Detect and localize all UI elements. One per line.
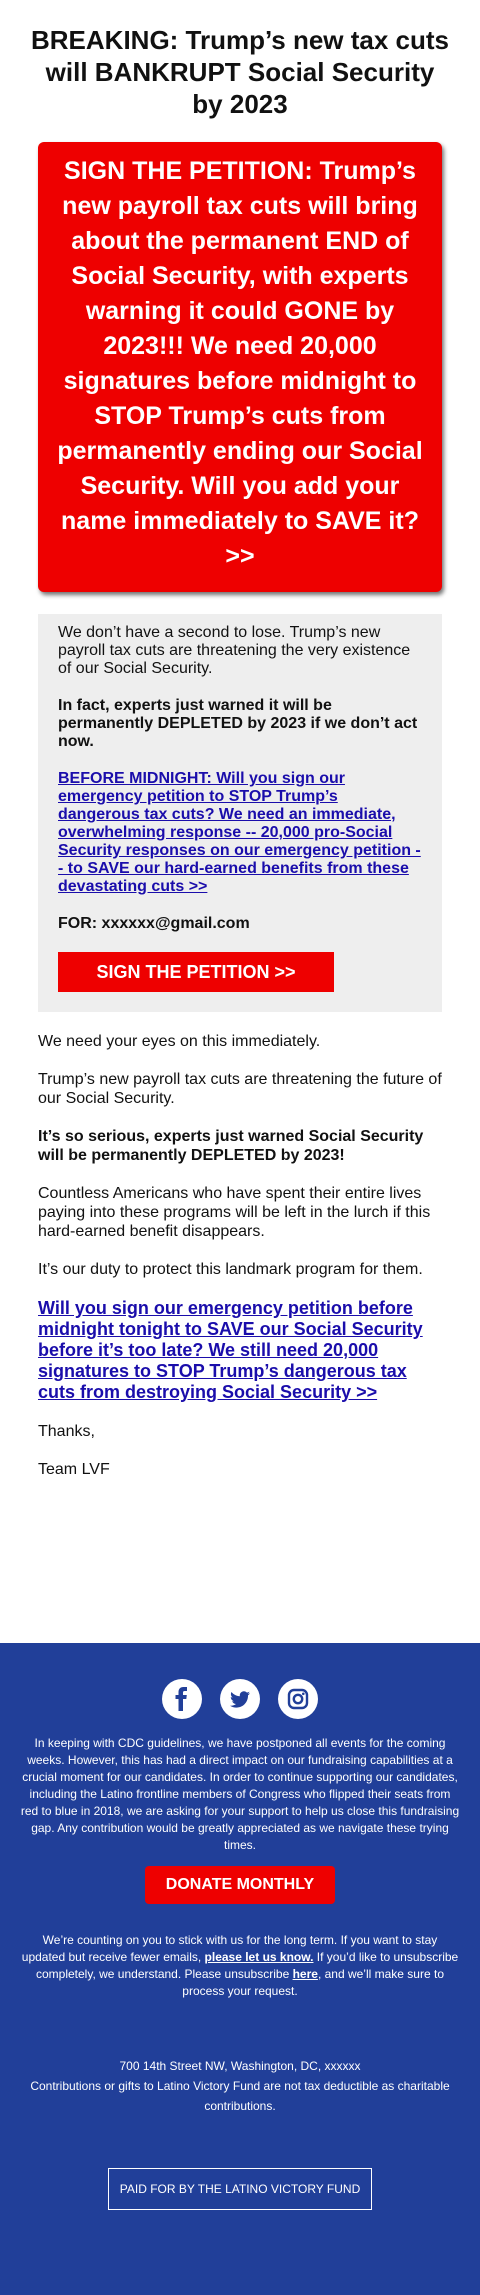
signoff-text: Team LVF xyxy=(38,1461,110,1478)
twitter-icon[interactable] xyxy=(220,1679,260,1719)
address-block xyxy=(20,2056,460,2116)
body-paragraph-3: It’s so serious, experts just warned Social Security will be permanently DEPLETED by 2023! xyxy=(38,1128,424,1164)
unsubscribe-link[interactable]: here xyxy=(292,1967,318,1981)
box-paragraph-2: In fact, experts just warned it will be permanently DEPLETED by 2023 if we don’t act now. xyxy=(58,697,418,750)
instagram-icon[interactable] xyxy=(278,1679,318,1719)
tax-disclaimer: Contributions or gifts to Latino Victory Fund are not tax deductible as charitable contributions. xyxy=(30,2079,450,2113)
body-paragraph-4: Countless Americans who have spent their entire lives paying into these programs will be left in the lurch if this hard-earned benefit disappears. xyxy=(38,1185,431,1240)
box-petition-link[interactable]: BEFORE MIDNIGHT: Will you sign our emergency petition to STOP Trump’s dangerous tax cuts? We need an immediate, overwhelming response -- 20,000 pro-Social Security responses on our emergency petition -- to SAVE our hard-earned benefits from these devastating cuts >> xyxy=(58,770,421,895)
unsubscribe-text-1: We’re counting on you to stick with us for the long term. If you want to stay updated but receive fewer emails, xyxy=(21,1933,438,1964)
thanks-text: Thanks, xyxy=(38,1423,95,1440)
unsubscribe-text-2: If you’d like to unsubscribe completely, we understand. Please unsubscribe xyxy=(35,1950,459,1981)
recipient-email: FOR: xxxxxx@gmail.com xyxy=(58,915,250,932)
body-paragraph-5: It’s our duty to protect this landmark program for them. xyxy=(38,1261,423,1278)
sign-petition-button[interactable]: SIGN THE PETITION >> xyxy=(58,952,334,992)
body-petition-link[interactable]: Will you sign our emergency petition before midnight tonight to SAVE our Social Security before it’s too late? We still need 20,000 signatures to STOP Trump’s dangerous tax cuts from destroying Social Security >> xyxy=(38,1298,423,1402)
mailing-address: 700 14th Street NW, Washington, DC, xxxxxx xyxy=(119,2059,361,2073)
paid-for-by-box: PAID FOR BY THE LATINO VICTORY FUND xyxy=(108,2168,372,2210)
body-paragraph-2: Trump’s new payroll tax cuts are threatening the future of our Social Security. xyxy=(38,1071,442,1107)
petition-banner-button[interactable]: SIGN THE PETITION: Trump’s new payroll tax cuts will bring about the permanent END of Social Security, with experts warning it could GONE by 2023!!! We need 20,000 signatures before midnight to STOP Trump’s cuts from permanently ending our Social Security. Will you add your name immediately to SAVE it? >> xyxy=(38,142,442,592)
fewer-emails-link[interactable]: please let us know. xyxy=(204,1950,314,1964)
email-body xyxy=(38,1032,442,1479)
unsubscribe-notice xyxy=(20,1932,460,2000)
facebook-icon[interactable] xyxy=(162,1679,202,1719)
donate-monthly-button[interactable]: DONATE MONTHLY xyxy=(145,1866,335,1904)
body-paragraph-1: We need your eyes on this immediately. xyxy=(38,1033,321,1050)
social-links xyxy=(0,1643,480,1719)
headline: BREAKING: Trump’s new tax cuts will BANKRUPT Social Security by 2023 xyxy=(31,25,449,119)
fundraising-notice: In keeping with CDC guidelines, we have postponed all events for the coming weeks. However, this has had a direct impact on our fundraising capabilities at a crucial moment for our candidates. In order to continue supporting our candidates, including the Latino frontline members of Congress who flipped their seats from red to blue in 2018, we are asking for your support to help us close this fundraising gap. Any contribution would be greatly appreciated as we navigate these trying times. xyxy=(20,1736,460,1852)
petition-box xyxy=(38,614,442,1012)
box-paragraph-1: We don’t have a second to lose. Trump’s new payroll tax cuts are threatening the very existence of our Social Security. xyxy=(58,624,411,677)
footer xyxy=(0,1643,480,2295)
unsubscribe-text-3: , and we’ll make sure to process your request. xyxy=(182,1967,444,1998)
